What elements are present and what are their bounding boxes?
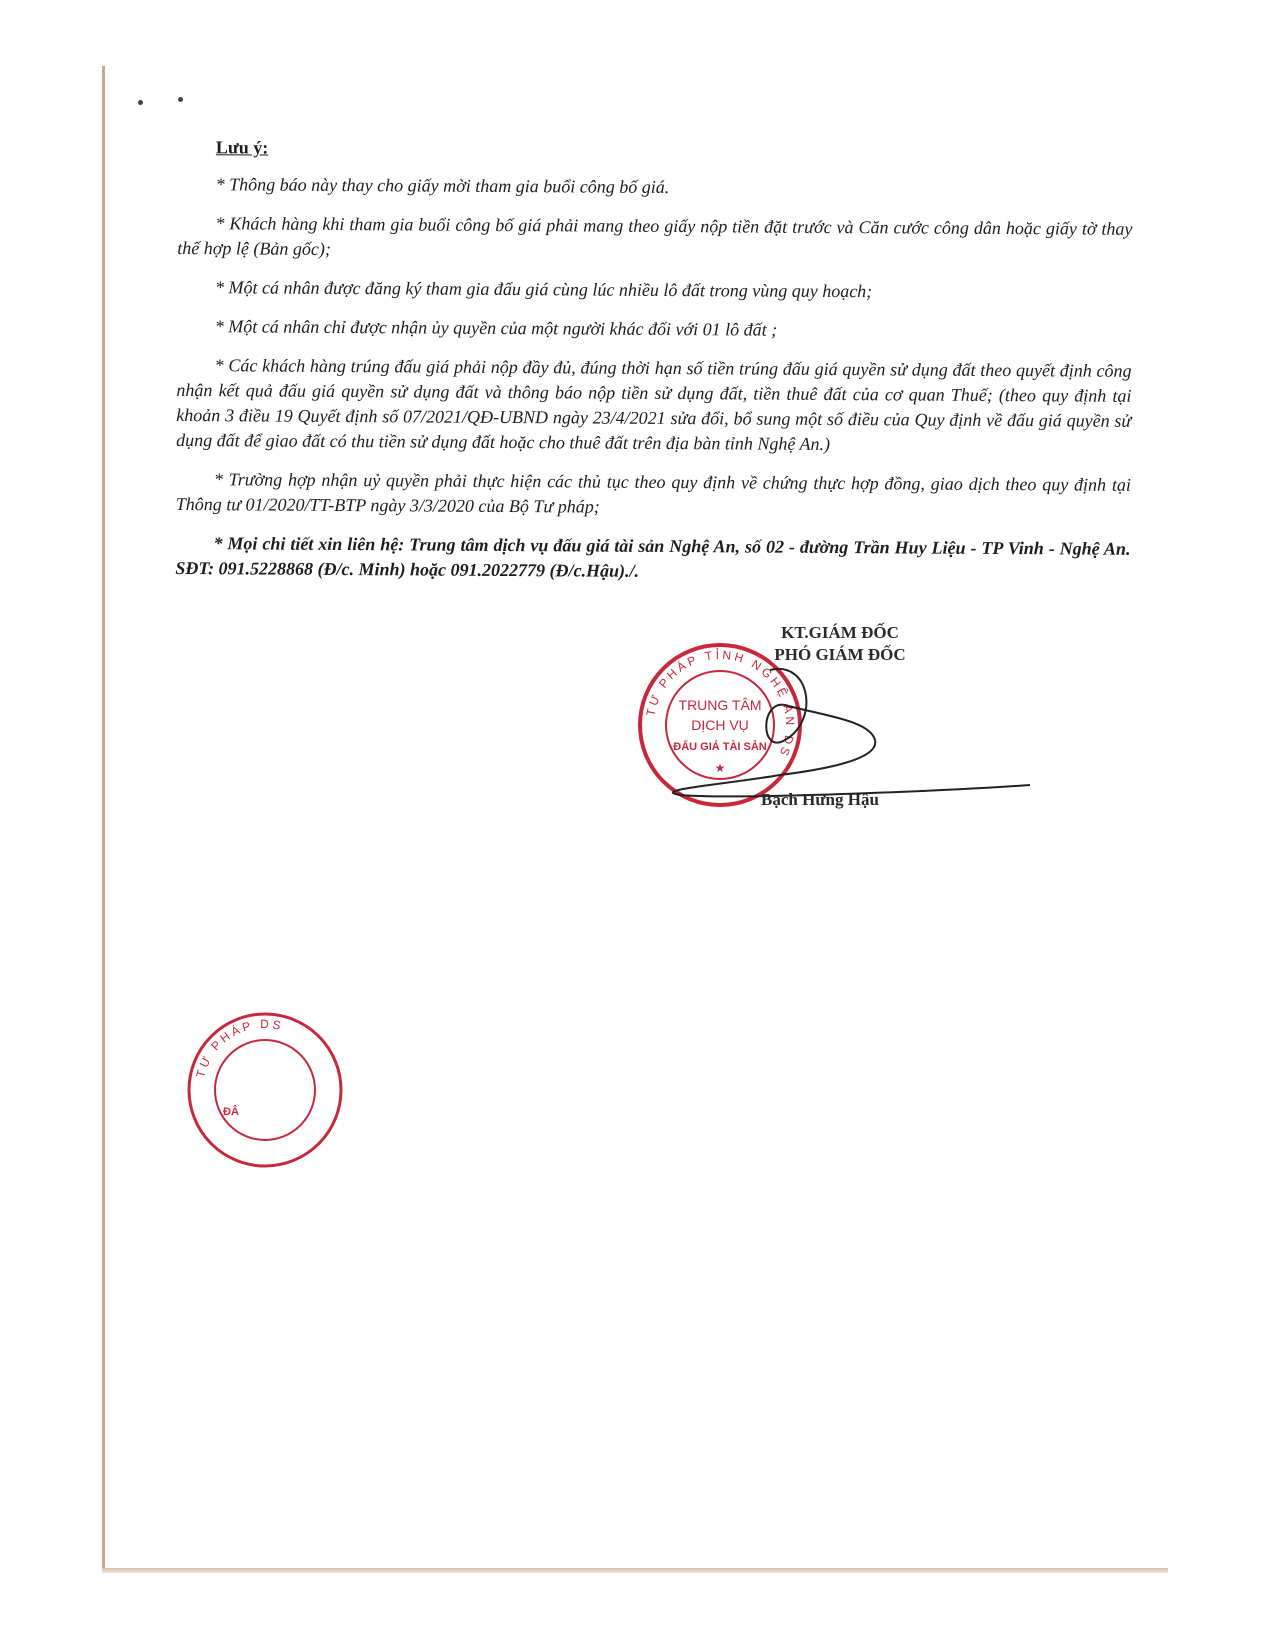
signer-name: Bạch Hưng Hậu [761, 790, 879, 809]
signature-title-line1: KT.GIÁM ĐỐC [781, 623, 899, 642]
note-item: * Trường hợp nhận uỷ quyền phải thực hiện các thủ tục theo quy định về chứng thực hợp đồng, giao dịch theo quy định tại Thông tư 01/2020/TT-BTP ngày 3/3/2020 của Bộ Tư pháp; [175, 469, 1131, 517]
signature-title-line2: PHÓ GIÁM ĐỐC [774, 645, 906, 664]
seal-line2: DỊCH VỤ [691, 717, 749, 733]
partial-seal-graphic [185, 1010, 345, 1170]
partial-seal-fragment: ĐÂ [223, 1106, 239, 1118]
notes-section [175, 135, 1133, 601]
notes-heading: Lưu ý: [215, 137, 269, 158]
scan-speck [138, 100, 143, 105]
note-item: * Thông báo này thay cho giấy mời tham gia buổi công bố giá. [215, 174, 670, 198]
note-item: * Các khách hàng trúng đấu giá phải nộp đầy đủ, đúng thời hạn số tiền trúng đấu giá quyền sử dụng đất theo quyết định công nhận kết quả đấu giá quyền sử dụng đất và thông báo nộp tiền sử dụng đất, tiền thuê đất của cơ quan Thuế; (theo quy định tại khoản 3 điều 19 Quyết định số 07/2021/QĐ-UBND ngày 23/4/2021 sửa đổi, bổ sung một số điều của Quy định về đấu giá quyền sử dụng đất để giao đất có thu tiền sử dụng đất hoặc cho thuê đất trên địa bàn tỉnh Nghệ An.) [176, 355, 1132, 454]
note-item: * Khách hàng khi tham gia buổi công bố giá phải mang theo giấy nộp tiền đặt trước và Căn cước công dân hoặc giấy tờ thay thế hợp lệ (Bản gốc); [177, 213, 1133, 259]
partial-seal [185, 1010, 285, 1170]
contact-note: * Mọi chi tiết xin liên hệ: Trung tâm dịch vụ đấu giá tài sản Nghệ An, số 02 - đường Trần Huy Liệu - TP Vinh - Nghệ An. SĐT: 091.5228868 (Đ/c. Minh) hoặc 091.2022779 (Đ/c.Hậu)./. [175, 533, 1131, 581]
seal-ring-text: TƯ PHÁP TỈNH NGHỆ AN DS [643, 647, 798, 761]
paper-edge-left [102, 66, 105, 1571]
partial-seal-ring-text: TƯ PHÁP DS [193, 1016, 285, 1080]
seal-line3: ĐẤU GIÁ TÀI SẢN [673, 741, 767, 753]
seal-star-icon: ★ [714, 761, 726, 775]
seal-line1: TRUNG TÂM [678, 697, 762, 713]
scan-speck [178, 97, 183, 102]
note-item: * Một cá nhân được đăng ký tham gia đấu giá cùng lúc nhiều lô đất trong vùng quy hoạch; [215, 277, 873, 302]
note-item: * Một cá nhân chỉ được nhận ủy quyền của một người khác đối với 01 lô đất ; [214, 316, 778, 340]
paper-edge-bottom [102, 1568, 1168, 1573]
